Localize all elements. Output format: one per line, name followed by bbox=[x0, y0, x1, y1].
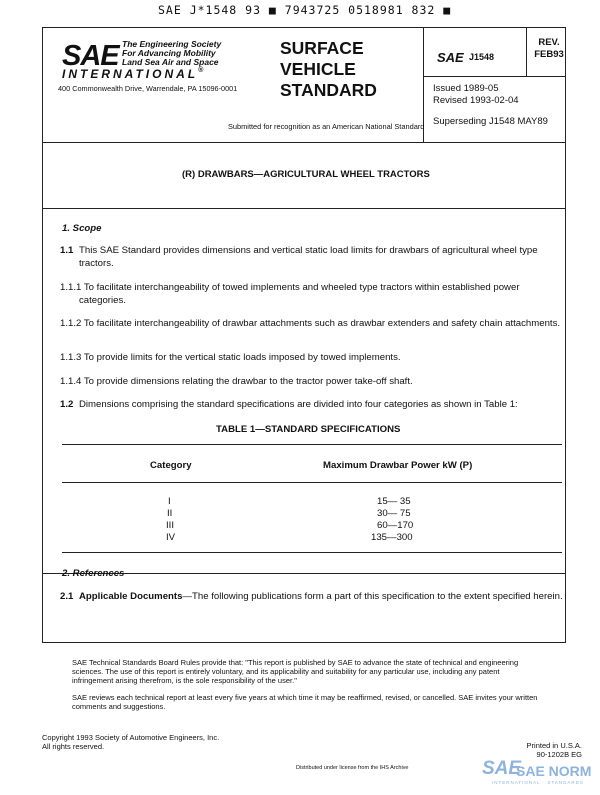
paragraph-1-2: Dimensions comprising the standard specifications are divided into four categories as shown in Table 1: bbox=[79, 399, 518, 410]
table-bottom-rule bbox=[62, 552, 562, 553]
watermark-subtext: INTERNATIONAL · STANDARDS bbox=[492, 780, 584, 785]
paragraph-1-1-4: 1.1.4 To provide dimensions relating the drawbar to the tractor power take-off shaft. bbox=[60, 376, 413, 387]
sae-logo: SAE bbox=[62, 40, 119, 72]
superseding: Superseding J1548 MAY89 bbox=[433, 116, 548, 127]
header-divider bbox=[43, 142, 565, 143]
board-rules-note: SAE Technical Standards Board Rules provide that: "This report is published by SAE to advance the state of technical and engineering sciences. The use of this report is entirely voluntary, and its applicability and suitability for any particular use, including any patent infringement arising therefrom, is the sole responsibility of the user." bbox=[72, 658, 519, 685]
print-info: Printed in U.S.A. 90-1202B EG bbox=[526, 741, 582, 759]
table-title: TABLE 1—STANDARD SPECIFICATIONS bbox=[216, 424, 401, 435]
table-cell-power: 135—300 bbox=[371, 532, 413, 543]
para-num: 1.1 bbox=[60, 245, 74, 256]
table-header-category: Category bbox=[150, 460, 192, 471]
table-cell-power: 60—170 bbox=[377, 520, 414, 531]
barcode-line: SAE J*1548 93 ■ 7943725 0518981 832 ■ bbox=[158, 3, 452, 17]
document-type-title: SURFACE VEHICLE STANDARD bbox=[280, 38, 377, 100]
table-header-rule bbox=[62, 482, 562, 483]
table-cell-category: I bbox=[168, 496, 171, 507]
revision-box: REV. FEB93 bbox=[534, 37, 564, 60]
rev-divider bbox=[526, 28, 527, 76]
paragraph-1-1-2: 1.1.2 To facilitate interchangeability of drawbar attachments such as drawbar extenders and safety chain attachments. bbox=[60, 318, 561, 329]
doc-number-divider bbox=[423, 76, 565, 77]
watermark-text: SAE NORM bbox=[516, 763, 592, 779]
para-num: 1.2 bbox=[60, 399, 74, 410]
document-title: (R) DRAWBARS—AGRICULTURAL WHEEL TRACTORS bbox=[182, 169, 430, 180]
issue-dates: Issued 1989-05 Revised 1993-02-04 bbox=[433, 83, 519, 106]
copyright: Copyright 1993 Society of Automotive Engineers, Inc. All rights reserved. bbox=[42, 733, 220, 751]
table-top-rule bbox=[62, 444, 562, 445]
table-cell-power: 30— 75 bbox=[377, 508, 411, 519]
doc-number: J1548 bbox=[469, 52, 495, 62]
table-cell-category: IV bbox=[166, 532, 176, 543]
table-cell-category: III bbox=[166, 520, 174, 531]
society-tagline: The Engineering Society For Advancing Mobility Land Sea Air and Space bbox=[122, 39, 222, 67]
table-cell-power: 15— 35 bbox=[377, 496, 411, 507]
paragraph-2-1: Applicable Documents—The following publications form a part of this specification to the extent specified herein. bbox=[79, 591, 563, 602]
references-heading: 2. References bbox=[62, 568, 125, 579]
paragraph-1-1-1: 1.1.1 To facilitate interchangeability of towed implements and wheeled type tractors within established power categories. bbox=[60, 282, 520, 306]
paragraph-1-1: This SAE Standard provides dimensions and vertical static load limits for drawbars of agricultural wheel type tractors. bbox=[79, 245, 538, 269]
scope-heading: 1. Scope bbox=[62, 223, 102, 234]
sae-small-logo: SAE bbox=[437, 50, 464, 65]
review-note: SAE reviews each technical report at least every five years at which time it may be reaffirmed, revised, or cancelled. SAE invites your written comments and suggestions. bbox=[72, 693, 538, 711]
distribution-note: Distributed under license from the IHS Archive bbox=[296, 765, 409, 771]
table-header-power: Maximum Drawbar Power kW (P) bbox=[323, 460, 473, 471]
submitted-note: Submitted for recognition as an American National Standard bbox=[228, 122, 425, 131]
international-wordmark: INTERNATIONAL® bbox=[62, 67, 204, 81]
paragraph-1-1-3: 1.1.3 To provide limits for the vertical static loads imposed by towed implements. bbox=[60, 352, 401, 363]
address: 400 Commonwealth Drive, Warrendale, PA 15096-0001 bbox=[58, 84, 238, 93]
table-cell-category: II bbox=[167, 508, 173, 519]
para-num: 2.1 bbox=[60, 591, 74, 602]
title-divider bbox=[43, 208, 565, 209]
watermark-sae-logo: SAE bbox=[482, 758, 522, 779]
